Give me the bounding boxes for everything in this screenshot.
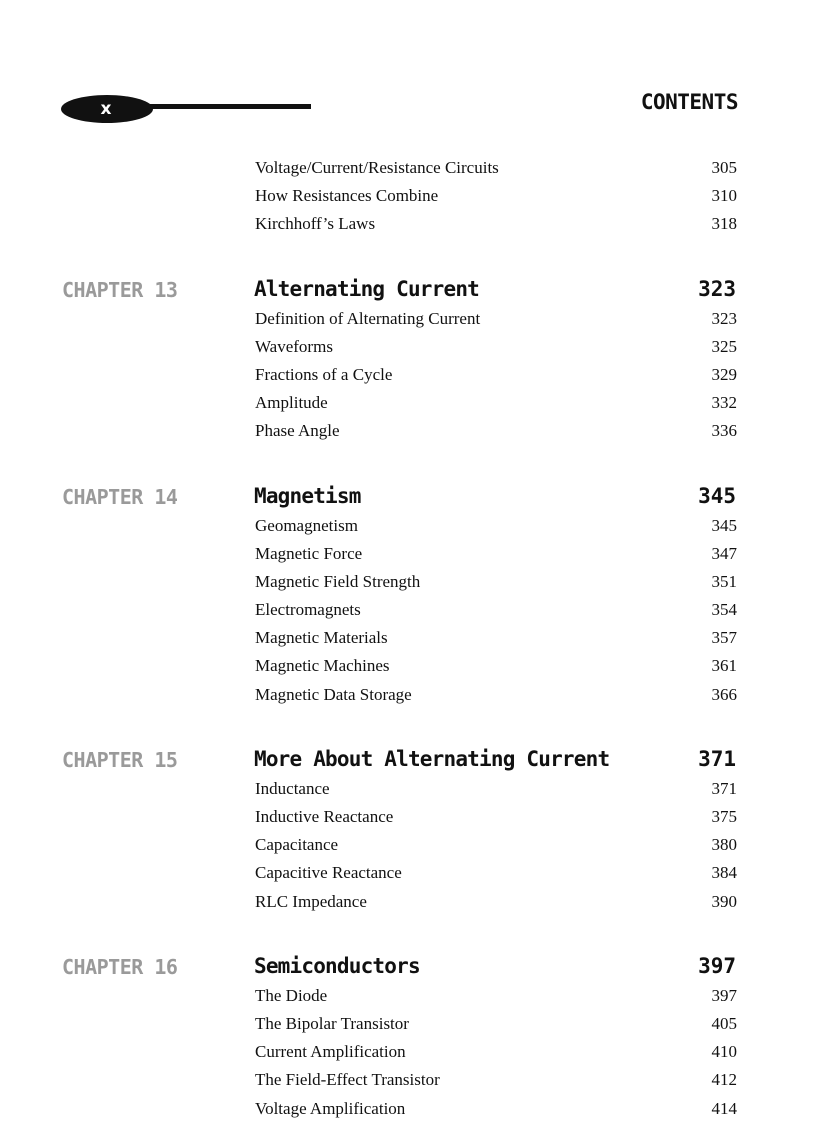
toc-entry[interactable]: [0, 1040, 816, 1068]
entry-title: The Diode: [255, 985, 328, 1005]
entry-title: Magnetic Field Strength: [255, 571, 421, 591]
section-gap: [0, 241, 816, 275]
toc-entry[interactable]: [0, 833, 816, 861]
toc-entry[interactable]: [0, 984, 816, 1012]
running-head: CONTENTS: [640, 90, 738, 114]
entry-page: 318: [711, 214, 737, 234]
entry-title: Phase Angle: [255, 421, 340, 441]
entry-title: Electromagnets: [255, 600, 361, 620]
chapter-heading[interactable]: [0, 745, 816, 777]
entry-page: 336: [711, 421, 737, 441]
entry-page: 357: [711, 628, 737, 648]
toc-entry[interactable]: [0, 777, 816, 805]
entry-title: Inductance: [255, 778, 330, 798]
entry-title: Voltage/Current/Resistance Circuits: [255, 158, 499, 177]
entry-page: 347: [711, 543, 737, 563]
entry-page: 410: [711, 1042, 737, 1062]
page-number: x: [100, 99, 112, 119]
entry-page: 361: [711, 656, 737, 676]
intro-section: [0, 156, 816, 241]
chapter-page: 323: [698, 276, 736, 301]
entry-page: 405: [711, 1013, 737, 1033]
entry-page: 310: [711, 186, 737, 206]
entry-title: Geomagnetism: [255, 515, 358, 535]
toc-entry[interactable]: [0, 683, 816, 711]
chapter-page: 345: [698, 483, 736, 508]
entry-title: Capacitance: [255, 835, 339, 855]
entry-page: 332: [711, 393, 737, 413]
toc-entry[interactable]: [0, 598, 816, 626]
chapter-13-section: [0, 275, 816, 448]
chapter-label: CHAPTER 15: [62, 747, 178, 772]
chapter-label: CHAPTER 14: [62, 484, 178, 509]
entry-title: Magnetic Force: [255, 543, 363, 563]
entry-title: Capacitive Reactance: [255, 863, 402, 883]
toc-entry[interactable]: [0, 861, 816, 889]
chapter-page: 397: [698, 953, 736, 978]
entry-page: 305: [711, 158, 737, 177]
entry-title: The Field-Effect Transistor: [255, 1070, 440, 1090]
entry-page: 384: [711, 863, 737, 883]
entry-page: 390: [711, 891, 737, 911]
toc-entry[interactable]: [0, 1012, 816, 1040]
chapter-label: CHAPTER 16: [62, 954, 178, 979]
toc-entry[interactable]: [0, 570, 816, 598]
toc-entry[interactable]: [0, 805, 816, 833]
entry-page: 414: [711, 1098, 737, 1118]
entry-page: 351: [711, 571, 737, 591]
toc-entry[interactable]: [0, 654, 816, 682]
entry-title: Definition of Alternating Current: [255, 308, 481, 328]
entry-page: 412: [711, 1070, 737, 1090]
chapter-title: Semiconductors: [254, 953, 420, 978]
chapter-14-section: [0, 482, 816, 711]
section-gap: [0, 711, 816, 745]
toc-entry[interactable]: [0, 514, 816, 542]
entry-title: The Bipolar Transistor: [255, 1013, 409, 1033]
section-gap: [0, 918, 816, 952]
toc-entry[interactable]: [0, 542, 816, 570]
toc-entry[interactable]: [0, 890, 816, 918]
entry-page: 323: [711, 308, 737, 328]
toc-entry[interactable]: [0, 391, 816, 419]
toc-entry[interactable]: [0, 1097, 816, 1125]
entry-title: Kirchhoff’s Laws: [255, 214, 376, 234]
chapter-page: 371: [698, 746, 736, 771]
header-rule: [140, 104, 311, 109]
entry-page: 325: [711, 336, 737, 356]
entry-title: Magnetic Machines: [255, 656, 390, 676]
entry-title: Voltage Amplification: [255, 1098, 406, 1118]
chapter-heading[interactable]: [0, 482, 816, 514]
toc-entry[interactable]: [0, 307, 816, 335]
entry-title: RLC Impedance: [255, 891, 367, 911]
chapter-title: Alternating Current: [254, 276, 480, 301]
entry-title: How Resistances Combine: [255, 186, 439, 206]
entry-page: 375: [711, 807, 737, 826]
section-gap: [0, 448, 816, 482]
chapter-heading[interactable]: [0, 952, 816, 984]
entry-page: 329: [711, 364, 737, 384]
toc-entry[interactable]: [0, 156, 816, 184]
entry-title: Fractions of a Cycle: [255, 364, 393, 384]
entry-page: 345: [711, 515, 737, 535]
toc-entry[interactable]: [0, 1068, 816, 1096]
toc-entry[interactable]: [0, 212, 816, 240]
chapter-title: Magnetism: [254, 483, 361, 508]
entry-title: Current Amplification: [255, 1042, 406, 1062]
chapter-16-section: [0, 952, 816, 1125]
chapter-heading[interactable]: [0, 275, 816, 307]
page-header: [0, 0, 816, 130]
page-number-badge: [61, 95, 153, 123]
entry-title: Inductive Reactance: [255, 807, 394, 826]
entry-page: 354: [711, 600, 737, 620]
chapter-title: More About Alternating Current: [254, 746, 610, 771]
entry-title: Magnetic Data Storage: [255, 684, 412, 704]
entry-page: 371: [711, 778, 737, 798]
entry-page: 380: [711, 835, 737, 855]
entry-page: 366: [711, 684, 737, 704]
table-of-contents: [0, 156, 816, 1125]
toc-entry[interactable]: [0, 335, 816, 363]
toc-entry[interactable]: [0, 184, 816, 212]
entry-title: Magnetic Materials: [255, 628, 388, 648]
entry-title: Amplitude: [255, 393, 328, 413]
entry-title: Waveforms: [255, 336, 333, 356]
toc-entry[interactable]: [0, 363, 816, 391]
chapter-label: CHAPTER 13: [62, 277, 178, 302]
chapter-15-section: [0, 745, 816, 918]
toc-entry[interactable]: [0, 626, 816, 654]
entry-page: 397: [711, 985, 737, 1005]
toc-entry[interactable]: [0, 419, 816, 447]
